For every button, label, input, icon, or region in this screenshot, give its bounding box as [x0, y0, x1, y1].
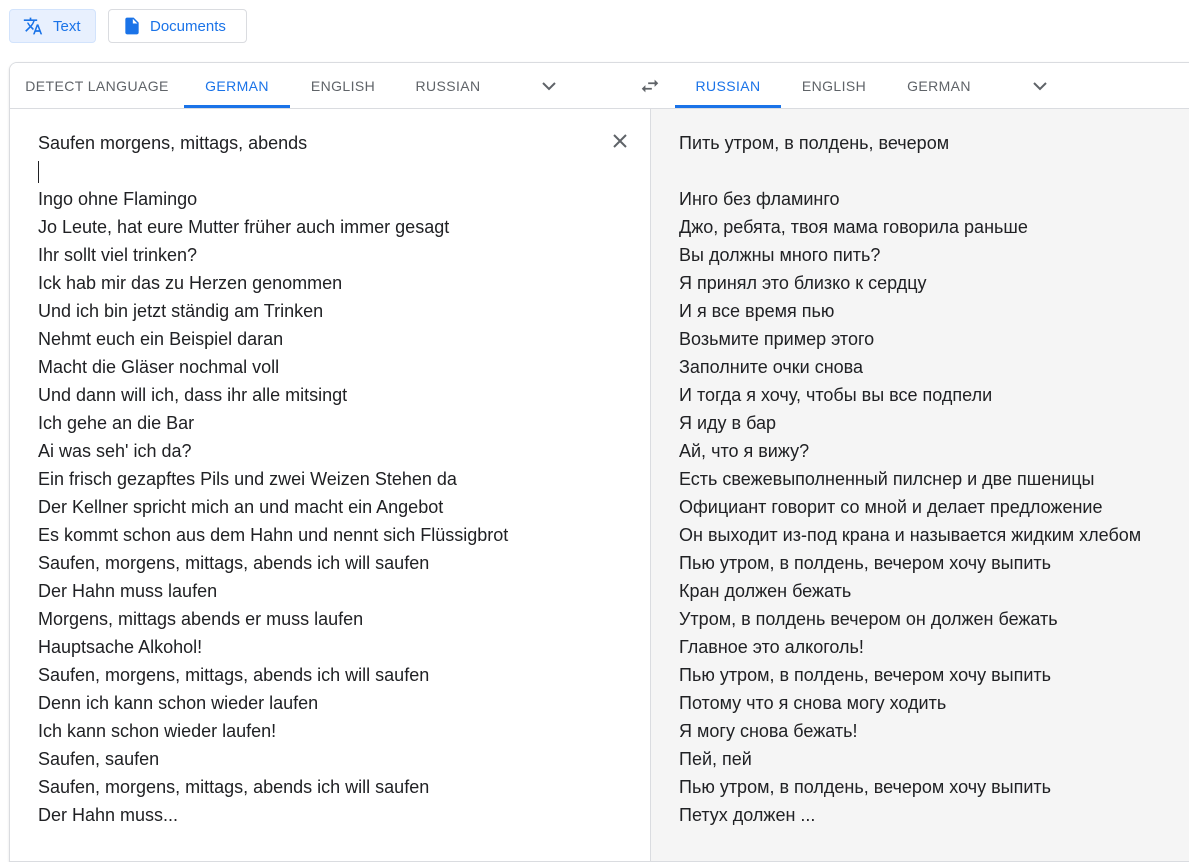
- source-line[interactable]: Hauptsache Alkohol!: [38, 637, 203, 657]
- text-mode-label: Text: [53, 17, 81, 35]
- translate-icon: [23, 16, 43, 36]
- translated-line: [679, 157, 1141, 185]
- source-line[interactable]: Der Kellner spricht mich an und macht ein Angebot: [38, 497, 444, 517]
- source-line[interactable]: Der Hahn muss...: [38, 805, 179, 825]
- translated-line: Заполните очки снова: [679, 357, 864, 377]
- document-icon: [122, 16, 142, 36]
- source-line[interactable]: Ihr sollt viel trinken?: [38, 245, 198, 265]
- tab-target-russian[interactable]: RUSSIAN: [675, 63, 781, 108]
- translated-line: Он выходит из-под крана и называется жидким хлебом: [679, 525, 1142, 545]
- source-line[interactable]: Ich gehe an die Bar: [38, 413, 195, 433]
- translated-line: Я могу снова бежать!: [679, 721, 858, 741]
- documents-mode-button[interactable]: [108, 9, 247, 43]
- translated-line: Я принял это близко к сердцу: [679, 273, 927, 293]
- translated-line: Инго без фламинго: [679, 189, 840, 209]
- documents-mode-label: Documents: [150, 17, 226, 35]
- language-bar: [10, 63, 1189, 109]
- chevron-down-icon[interactable]: [1028, 77, 1052, 95]
- translated-line: Пей, пей: [679, 749, 752, 769]
- translated-line: Возьмите пример этого: [679, 329, 875, 349]
- translation-output: [650, 109, 1189, 862]
- translated-line: Пить утром, в полдень, вечером: [679, 133, 950, 153]
- translation-panel: [9, 62, 1189, 862]
- source-line[interactable]: Und ich bin jetzt ständig am Trinken: [38, 301, 324, 321]
- source-line[interactable]: Jo Leute, hat eure Mutter früher auch immer gesagt: [38, 217, 450, 237]
- text-mode-button[interactable]: [9, 9, 96, 43]
- swap-icon[interactable]: [639, 75, 661, 97]
- source-line[interactable]: Denn ich kann schon wieder laufen: [38, 693, 319, 713]
- translated-text: [679, 129, 1141, 829]
- translated-line: Есть свежевыполненный пилснер и две пшеницы: [679, 469, 1095, 489]
- text-cursor: [38, 161, 39, 183]
- mode-bar: [0, 0, 1189, 58]
- source-line[interactable]: Ein frisch gezapftes Pils und zwei Weizen Stehen da: [38, 469, 457, 489]
- tab-target-german[interactable]: GERMAN: [907, 77, 971, 94]
- translated-line: И тогда я хочу, чтобы вы все подпели: [679, 385, 993, 405]
- source-line[interactable]: Und dann will ich, dass ihr alle mitsingt: [38, 385, 348, 405]
- translated-line: Пью утром, в полдень, вечером хочу выпить: [679, 553, 1051, 573]
- close-icon[interactable]: [608, 129, 632, 153]
- translated-line: Ай, что я вижу?: [679, 441, 810, 461]
- source-line[interactable]: Der Hahn muss laufen: [38, 581, 218, 601]
- source-line[interactable]: Es kommt schon aus dem Hahn und nennt sich Flüssigbrot: [38, 525, 509, 545]
- source-line[interactable]: Saufen morgens, mittags, abends: [38, 133, 308, 153]
- source-line[interactable]: Ai was seh' ich da?: [38, 441, 192, 461]
- translated-line: Джо, ребята, твоя мама говорила раньше: [679, 217, 1028, 237]
- source-text-area[interactable]: [10, 109, 650, 862]
- source-line[interactable]: Ick hab mir das zu Herzen genommen: [38, 273, 343, 293]
- tab-target-english[interactable]: ENGLISH: [801, 77, 867, 94]
- source-line[interactable]: Ingo ohne Flamingo: [38, 189, 198, 209]
- translated-line: Утром, в полдень вечером он должен бежать: [679, 609, 1058, 629]
- translated-line: Пью утром, в полдень, вечером хочу выпить: [679, 665, 1051, 685]
- translated-line: Кран должен бежать: [679, 581, 852, 601]
- source-line[interactable]: Ich kann schon wieder laufen!: [38, 721, 277, 741]
- source-line[interactable]: Macht die Gläser nochmal voll: [38, 357, 280, 377]
- translated-line: Потому что я снова могу ходить: [679, 693, 947, 713]
- translated-line: Петух должен ...: [679, 805, 816, 825]
- source-line[interactable]: Nehmt euch ein Beispiel daran: [38, 329, 284, 349]
- translated-line: Пью утром, в полдень, вечером хочу выпить: [679, 777, 1051, 797]
- source-line[interactable]: Saufen, morgens, mittags, abends ich will saufen: [38, 777, 430, 797]
- tab-source-detect-language[interactable]: DETECT LANGUAGE: [25, 77, 169, 94]
- translated-line: И я все время пью: [679, 301, 835, 321]
- tab-source-russian[interactable]: RUSSIAN: [415, 77, 481, 94]
- source-line[interactable]: Saufen, morgens, mittags, abends ich will saufen: [38, 553, 430, 573]
- source-text[interactable]: [38, 129, 508, 829]
- source-line[interactable]: Saufen, saufen: [38, 749, 160, 769]
- chevron-down-icon[interactable]: [537, 77, 561, 95]
- source-line[interactable]: Morgens, mittags abends er muss laufen: [38, 609, 364, 629]
- tab-source-english[interactable]: ENGLISH: [310, 77, 376, 94]
- translated-line: Вы должны много пить?: [679, 245, 881, 265]
- tab-source-german[interactable]: GERMAN: [184, 63, 290, 108]
- source-line[interactable]: [38, 157, 508, 185]
- translated-line: Официант говорит со мной и делает предложение: [679, 497, 1103, 517]
- source-line[interactable]: Saufen, morgens, mittags, abends ich will saufen: [38, 665, 430, 685]
- translated-line: Я иду в бар: [679, 413, 777, 433]
- translated-line: Главное это алкоголь!: [679, 637, 864, 657]
